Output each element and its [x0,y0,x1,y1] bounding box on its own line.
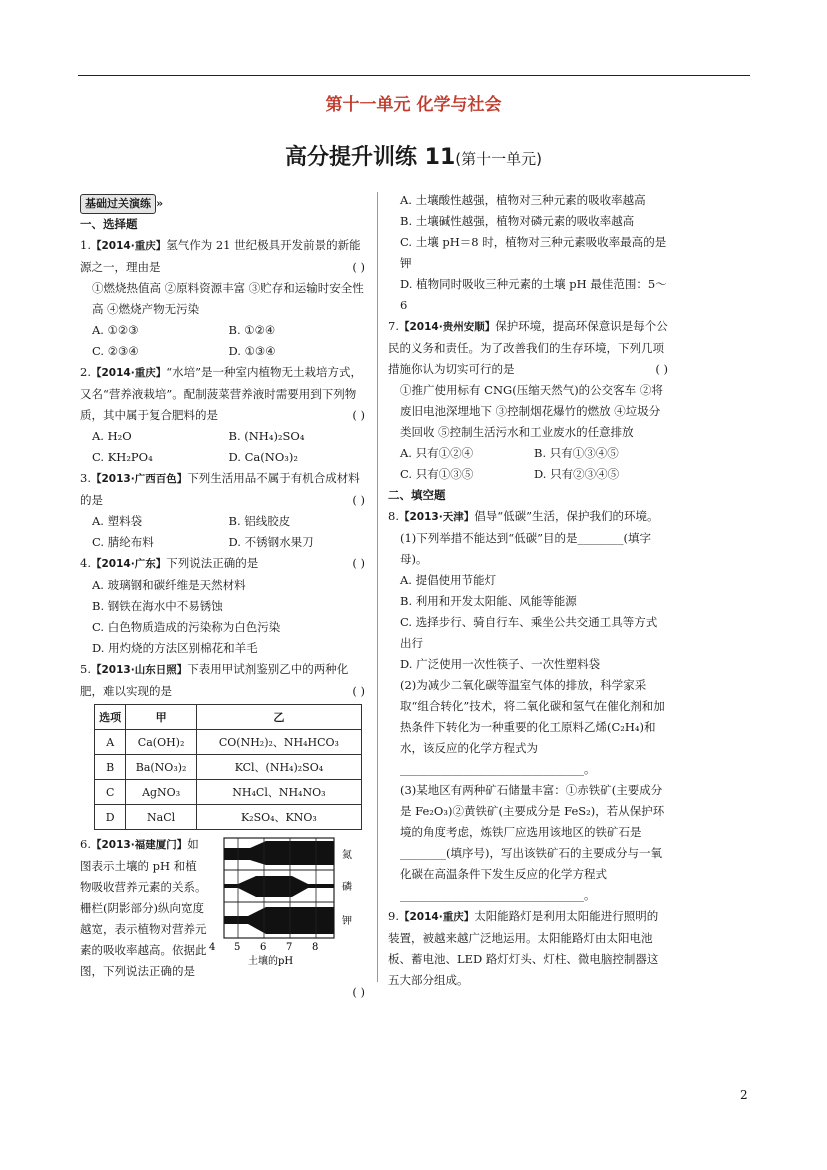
option: C. ②③④ [92,344,139,358]
option: A. 土壤酸性越强，植物对三种元素的吸收率越高 [400,193,646,207]
column-divider [377,192,378,982]
question-4 [80,553,365,659]
table-cell: Ba(NO₃)₂ [126,755,196,780]
badge-label: 基础过关演练 [80,194,156,214]
q-num: 9. [388,909,399,923]
label-nitrogen: 氮 [342,850,352,861]
table-cell: K₂SO₄、KNO₃ [196,805,361,830]
answer-bracket: ( ) [352,985,365,999]
x-tick: 6 [260,942,267,953]
answer-bracket: ( ) [352,408,365,422]
potassium-band [224,907,334,934]
q-part: (3)某地区有两种矿石储量丰富：①赤铁矿(主要成分是 Fe₂O₃)②黄铁矿(主要成分是 FeS₂)，若从保护环境的角度考虑，炼铁厂应选用该地区的铁矿石是________(填序号)，写出该铁矿石的主要成分与一氧化碳在高温条件下发生反应的化学方程式________________________________。 [400,783,665,902]
ph-absorption-diagram [208,834,358,969]
page-number: 2 [740,1088,748,1102]
q-source: 【2014·重庆】 [90,367,167,379]
option: C. 腈纶布料 [92,535,154,549]
q-source: 【2013·天津】 [398,511,475,523]
answer-bracket: ( ) [352,684,365,698]
question-6 [80,834,365,982]
q-num: 6. [80,837,91,851]
option: D. 不锈钢水果刀 [228,535,314,549]
q-num: 8. [388,509,399,523]
option: B. ①②④ [228,323,276,337]
q-num: 1. [80,238,91,252]
left-column [80,193,365,1003]
q-source: 【2014·贵州安顺】 [398,321,496,333]
label-phosphorus: 磷 [342,882,352,893]
option: A. 只有①②④ [400,446,474,460]
answer-bracket: ( ) [655,362,668,376]
label-potassium: 钾 [342,916,352,927]
main-title-sub: (第十一单元) [455,150,542,168]
q-statements: ①燃烧热值高 ②原料资源丰富 ③贮存和运输时安全性高 ④燃烧产物无污染 [92,281,364,316]
q-num: 3. [80,471,91,485]
section-heading: 二、填空题 [388,488,446,502]
x-tick: 7 [286,942,293,953]
option: B. (NH₄)₂SO₄ [228,429,305,443]
q-source: 【2013·山东日照】 [90,664,188,676]
x-tick: 4 [209,942,216,953]
table-cell: NH₄Cl、NH₄NO₃ [196,780,361,805]
table-cell: D [95,805,126,830]
question-5 [80,659,365,830]
option: B. 铝线胶皮 [228,514,291,528]
q-statements: ①推广使用标有 CNG(压缩天然气)的公交客车 ②将废旧电池深埋地下 ③控制烟花爆竹的燃放 ④垃圾分类回收 ⑤控制生活污水和工业废水的任意排放 [400,383,663,439]
option: D. Ca(NO₃)₂ [228,450,298,464]
table-cell: B [95,755,126,780]
table-cell: C [95,780,126,805]
option: A. ①②③ [92,323,139,337]
unit-title: 第十一单元 化学与社会 [325,95,502,115]
option: D. 只有②③④⑤ [534,467,620,481]
q-source: 【2014·重庆】 [90,240,167,252]
q-source: 【2013·福建厦门】 [90,839,188,851]
question-1 [80,235,365,362]
option: D. 植物同时吸收三种元素的土壤 pH 最佳范围：5～6 [400,277,667,312]
q-stem: 下表用甲试剂鉴别乙中的两种化肥，难以实现的是 [80,662,349,698]
table-cell: CO(NH₂)₂、NH₄HCO₃ [196,730,361,755]
q-part: (1)下列举措不能达到“低碳”目的是________(填字母)。 [400,531,652,566]
question-9 [388,906,668,991]
answer-bracket: ( ) [352,493,365,507]
option: D. 广泛使用一次性筷子、一次性塑料袋 [400,657,601,671]
table-header: 甲 [126,705,196,730]
header-rule [78,75,750,76]
section-badge [80,193,365,214]
table-header: 选项 [95,705,126,730]
question-7 [388,316,668,485]
x-axis-label: 土壤的pH [248,956,294,967]
q-part: (2)为减少二氧化碳等温室气体的排放，科学家采取“组合转化”技术，将二氧化碳和氢气在催化剂和加热条件下转化为一种重要的化工原料乙烯(C₂H₄)和水，该反应的化学方程式为________________________________。 [400,678,665,776]
q-num: 2. [80,365,91,379]
q-stem: “水培”是一种室内植物无土栽培方式，又名“营养液栽培”。配制菠菜营养液时需要用到下列物质，其中属于复合肥料的是 [80,365,362,422]
double-arrow-icon: » [156,196,164,210]
table-header: 乙 [196,705,361,730]
q-source: 【2014·重庆】 [398,911,475,923]
table-cell: AgNO₃ [126,780,196,805]
page-title [0,140,827,171]
q-stem: 保护环境，提高环保意识是每个公民的义务和责任。为了改善我们的生存环境，下列几项措施你认为切实可行的是 [388,319,668,376]
option: C. 选择步行、骑自行车、乘坐公共交通工具等方式出行 [400,615,658,650]
table-row [95,755,362,780]
option: C. 白色物质造成的污染称为白色污染 [92,620,281,634]
q-stem: 氢气作为 21 世纪极具开发前景的新能源之一，理由是 [80,238,361,274]
q-stem: 下列生活用品不属于有机合成材料的是 [80,471,360,507]
right-column [388,190,668,991]
table-row [95,805,362,830]
option: A. 塑料袋 [92,514,143,528]
q-source: 【2013·广西百色】 [90,473,188,485]
option: D. ①③④ [228,344,276,358]
q-stem: 太阳能路灯是利用太阳能进行照明的装置，被越来越广泛地运用。太阳能路灯由太阳电池板、蓄电池、LED 路灯灯头、灯柱、微电脑控制器这五大部分组成。 [388,909,659,987]
option: B. 只有①③④⑤ [534,446,619,460]
q-num: 7. [388,319,399,333]
option: B. 土壤碱性越强，植物对磷元素的吸收率越高 [400,214,635,228]
option: B. 利用和开发太阳能、风能等能源 [400,594,577,608]
q-num: 5. [80,662,91,676]
table-row [95,780,362,805]
option: D. 用灼烧的方法区别棉花和羊毛 [92,641,258,655]
reagent-table [94,704,362,830]
option: A. 提倡使用节能灯 [400,573,497,587]
option: A. 玻璃钢和碳纤维是天然材料 [92,578,246,592]
question-2 [80,362,365,468]
nitrogen-band [224,841,334,865]
phosphorus-band [224,876,334,897]
question-3 [80,468,365,553]
option: A. H₂O [92,429,132,443]
x-tick: 8 [312,942,319,953]
q-source: 【2014·广东】 [90,558,167,570]
option: C. 土壤 pH＝8 时，植物对三种元素吸收率最高的是钾 [400,235,667,270]
table-row [95,730,362,755]
table-cell: Ca(OH)₂ [126,730,196,755]
section-heading: 一、选择题 [80,217,138,231]
q-num: 4. [80,556,91,570]
option: C. 只有①③⑤ [400,467,474,481]
q-stem: 如图表示土壤的 pH 和植物吸收营养元素的关系。栅栏(阴影部分)纵向宽度越宽，表示植物对营养元素的吸收率越高。依据此图，下列说法正确的是 [80,837,207,978]
question-8 [388,506,668,906]
x-tick: 5 [234,942,241,953]
option: B. 钢铁在海水中不易锈蚀 [92,599,223,613]
table-cell: A [95,730,126,755]
table-cell: KCl、(NH₄)₂SO₄ [196,755,361,780]
q-stem: 倡导“低碳”生活，保护我们的环境。 [474,509,659,523]
option: C. KH₂PO₄ [92,450,153,464]
table-cell: NaCl [126,805,196,830]
main-title-text: 高分提升训练 11 [285,145,456,170]
answer-bracket: ( ) [352,260,365,274]
answer-bracket: ( ) [352,556,365,570]
q-stem: 下列说法正确的是 [166,556,259,570]
